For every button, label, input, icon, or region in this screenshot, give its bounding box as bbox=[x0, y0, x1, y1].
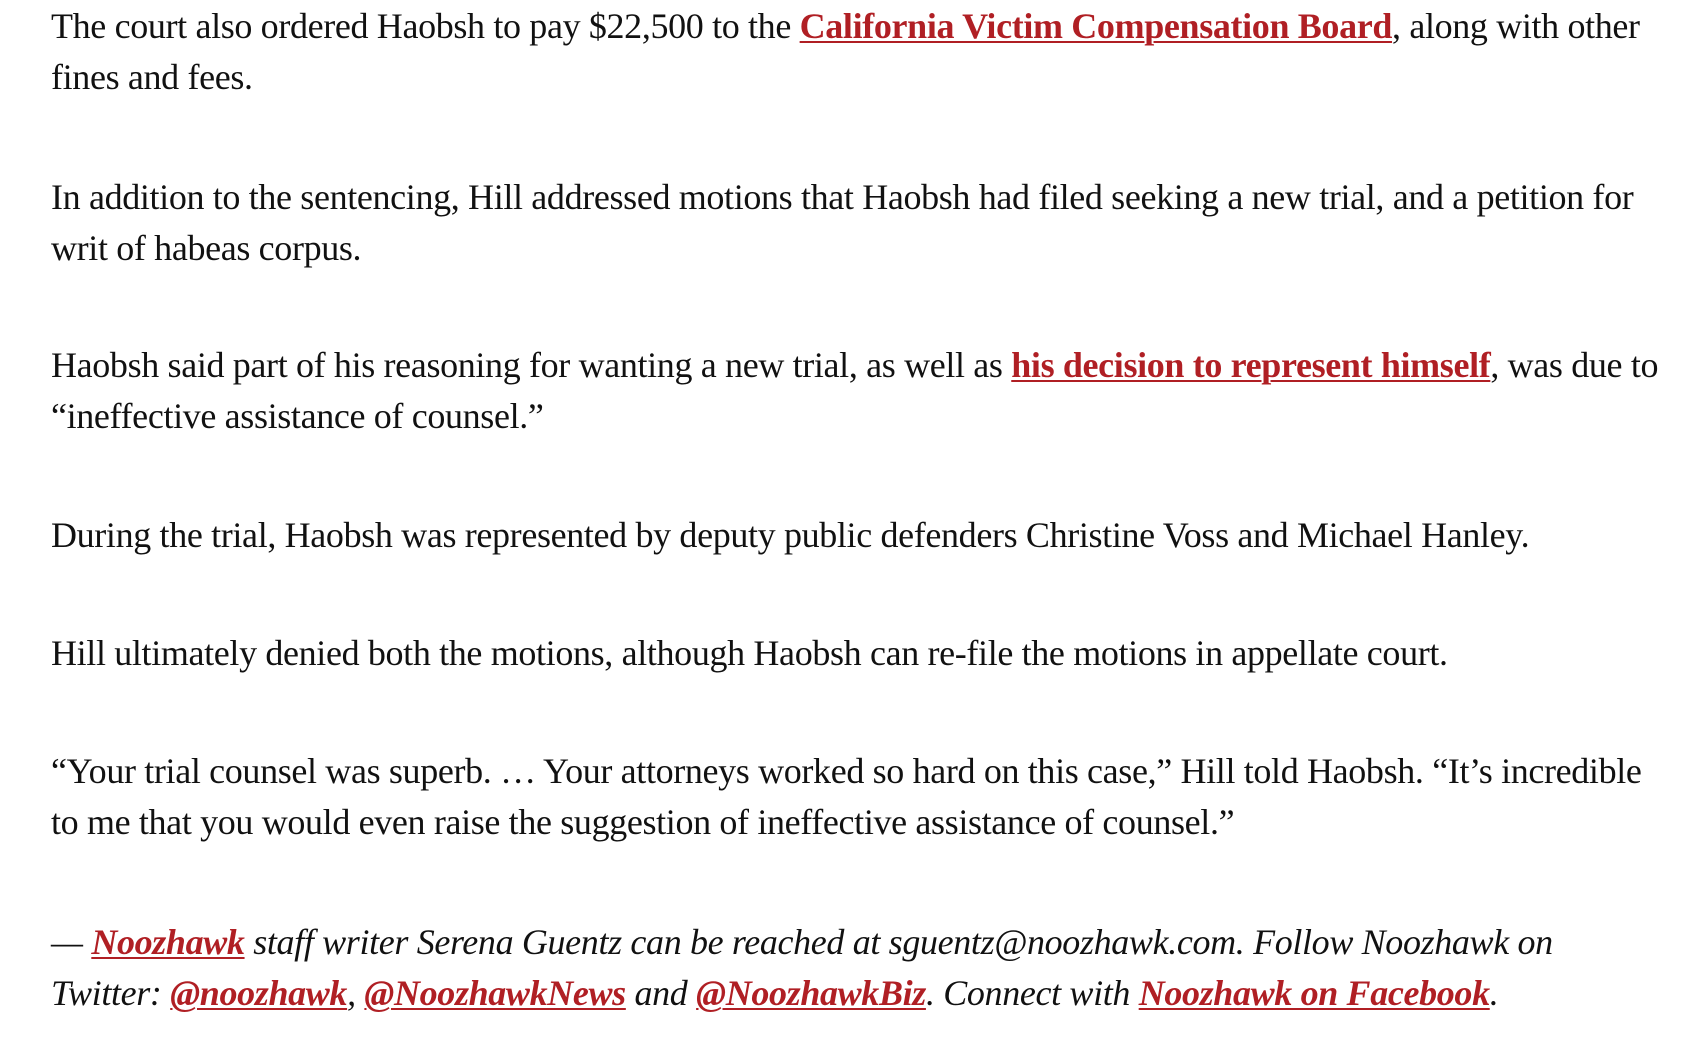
footer-text: . Connect with bbox=[925, 973, 1139, 1013]
paragraph-text: , along with other fines and fees. bbox=[51, 6, 1640, 97]
paragraph-text: The court also ordered Haobsh to pay $22,500 to the bbox=[51, 6, 800, 46]
california-victim-compensation-board-link[interactable]: California Victim Compensation Board bbox=[799, 6, 1393, 46]
footer-dash: — bbox=[51, 922, 92, 962]
footer-end: . bbox=[1489, 973, 1499, 1013]
paragraph-motions: In addition to the sentencing, Hill addressed motions that Haobsh had filed seeking a new trial, and a petition for writ of habeas corpus. bbox=[51, 177, 1634, 268]
noozhawk-link[interactable]: Noozhawk bbox=[91, 922, 245, 962]
footer-separator: , bbox=[347, 973, 365, 1013]
author-footer bbox=[51, 917, 1671, 1019]
paragraph-compensation bbox=[51, 1, 1671, 103]
represent-himself-link[interactable]: his decision to represent himself bbox=[1011, 345, 1491, 385]
paragraph-reasoning bbox=[51, 340, 1671, 442]
paragraph-denied: Hill ultimately denied both the motions, although Haobsh can re-file the motions in appellate court. bbox=[51, 633, 1448, 673]
facebook-link[interactable]: Noozhawk on Facebook bbox=[1138, 973, 1490, 1013]
paragraph-text: Haobsh said part of his reasoning for wanting a new trial, as well as bbox=[51, 345, 1012, 385]
twitter-noozhawk-link[interactable]: @noozhawk bbox=[170, 973, 348, 1013]
paragraph-quote: “Your trial counsel was superb. … Your attorneys worked so hard on this case,” Hill told Haobsh. “It’s incredible to me that you would even raise the suggestion of ineffective assistance of counsel.” bbox=[51, 751, 1642, 842]
twitter-noozhawkbiz-link[interactable]: @NoozhawkBiz bbox=[696, 973, 926, 1013]
twitter-noozhawknews-link[interactable]: @NoozhawkNews bbox=[364, 973, 626, 1013]
footer-separator: and bbox=[625, 973, 697, 1013]
paragraph-text: , was due to “ineffective assistance of counsel.” bbox=[51, 345, 1659, 436]
paragraph-public-defenders: During the trial, Haobsh was represented by deputy public defenders Christine Voss and Michael Hanley. bbox=[51, 515, 1530, 555]
footer-text: staff writer Serena Guentz can be reached at sguentz@noozhawk.com. Follow Noozhawk on Twitter: bbox=[51, 922, 1553, 1013]
